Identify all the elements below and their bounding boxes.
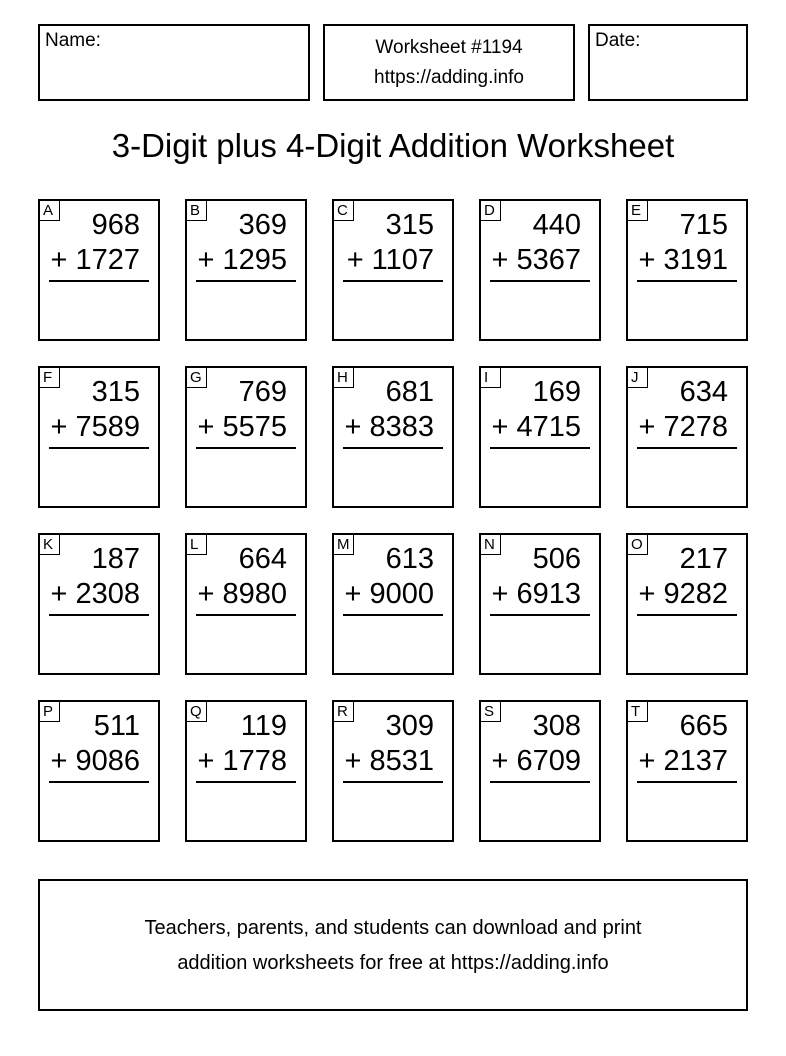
addend-bottom-row — [347, 244, 434, 276]
addend-bottom: 7589 — [75, 411, 140, 443]
addend-bottom: 9000 — [369, 578, 434, 610]
addend-top: 308 — [532, 710, 581, 742]
plus-sign: + — [197, 411, 215, 443]
footer-line-2: addition worksheets for free at https://adding.info — [177, 952, 609, 974]
addend-bottom: 9086 — [75, 745, 140, 777]
addend-bottom: 1295 — [222, 244, 287, 276]
addend-bottom-row — [639, 411, 728, 443]
addend-top: 440 — [532, 209, 581, 241]
plus-sign: + — [491, 745, 509, 777]
addend-bottom-row — [51, 578, 140, 610]
date-field[interactable] — [588, 24, 748, 101]
problem-c[interactable] — [332, 199, 454, 341]
problem-i[interactable] — [479, 366, 601, 508]
answer-line — [637, 781, 737, 783]
problem-label: R — [333, 701, 354, 722]
addend-bottom: 6913 — [516, 578, 581, 610]
problem-label: S — [480, 701, 501, 722]
answer-line — [196, 447, 296, 449]
addend-bottom: 1727 — [75, 244, 140, 276]
addend-bottom-row — [639, 745, 728, 777]
plus-sign: + — [50, 745, 68, 777]
answer-line — [49, 447, 149, 449]
answer-line — [490, 781, 590, 783]
addend-top: 187 — [91, 543, 140, 575]
addend-bottom-row — [639, 578, 728, 610]
problem-label: E — [627, 200, 648, 221]
problem-s[interactable] — [479, 700, 601, 842]
addend-bottom-row — [51, 411, 140, 443]
problem-a[interactable] — [38, 199, 160, 341]
addend-bottom-row — [492, 244, 581, 276]
problem-label: J — [627, 367, 648, 388]
plus-sign: + — [491, 244, 509, 276]
problem-label: F — [39, 367, 60, 388]
problem-t[interactable] — [626, 700, 748, 842]
addend-bottom-row — [492, 745, 581, 777]
addend-top: 315 — [91, 376, 140, 408]
answer-line — [49, 280, 149, 282]
addend-bottom-row — [345, 578, 434, 610]
problem-o[interactable] — [626, 533, 748, 675]
addend-top: 119 — [240, 710, 287, 742]
addend-bottom: 2308 — [75, 578, 140, 610]
plus-sign: + — [197, 578, 215, 610]
problem-j[interactable] — [626, 366, 748, 508]
name-label: Name: — [45, 30, 101, 51]
addend-bottom-row — [198, 578, 287, 610]
worksheet-number: Worksheet #1194 — [375, 37, 523, 58]
plus-sign: + — [346, 244, 364, 276]
date-label: Date: — [595, 30, 641, 51]
plus-sign: + — [344, 578, 362, 610]
problem-label: N — [480, 534, 501, 555]
answer-line — [196, 614, 296, 616]
addend-bottom: 8383 — [369, 411, 434, 443]
answer-line — [637, 280, 737, 282]
addend-bottom: 1107 — [371, 244, 434, 276]
problem-label: I — [480, 367, 501, 388]
problem-label: A — [39, 200, 60, 221]
addend-bottom-row — [345, 411, 434, 443]
plus-sign: + — [638, 745, 656, 777]
problem-d[interactable] — [479, 199, 601, 341]
addend-bottom: 3191 — [663, 244, 728, 276]
name-field[interactable] — [38, 24, 310, 101]
plus-sign: + — [50, 411, 68, 443]
plus-sign: + — [638, 244, 656, 276]
answer-line — [343, 614, 443, 616]
problem-label: H — [333, 367, 354, 388]
addend-bottom-row — [198, 244, 287, 276]
problem-grid — [38, 199, 748, 842]
problem-g[interactable] — [185, 366, 307, 508]
problem-f[interactable] — [38, 366, 160, 508]
addend-top: 715 — [679, 209, 728, 241]
footer-box — [38, 879, 748, 1011]
answer-line — [196, 781, 296, 783]
problem-m[interactable] — [332, 533, 454, 675]
problem-label: Q — [186, 701, 207, 722]
addend-bottom-row — [492, 578, 581, 610]
addend-bottom: 7278 — [663, 411, 728, 443]
answer-line — [637, 447, 737, 449]
addend-bottom: 9282 — [663, 578, 728, 610]
addend-top: 664 — [238, 543, 287, 575]
problem-b[interactable] — [185, 199, 307, 341]
problem-label: O — [627, 534, 648, 555]
addend-top: 217 — [679, 543, 728, 575]
addend-bottom-row — [198, 411, 287, 443]
answer-line — [343, 280, 443, 282]
addend-bottom: 8980 — [222, 578, 287, 610]
plus-sign: + — [197, 244, 215, 276]
addend-top: 681 — [385, 376, 434, 408]
addend-bottom: 5367 — [516, 244, 581, 276]
page-title: 3-Digit plus 4-Digit Addition Worksheet — [111, 127, 675, 164]
addend-top: 665 — [679, 710, 728, 742]
problem-l[interactable] — [185, 533, 307, 675]
addend-top: 315 — [385, 209, 434, 241]
addend-bottom-row — [345, 745, 434, 777]
problem-p[interactable] — [38, 700, 160, 842]
plus-sign: + — [344, 745, 362, 777]
answer-line — [490, 447, 590, 449]
addend-bottom-row — [492, 411, 581, 443]
addend-bottom-row — [639, 244, 728, 276]
plus-sign: + — [491, 411, 509, 443]
answer-line — [343, 781, 443, 783]
answer-line — [490, 614, 590, 616]
addend-top: 506 — [532, 543, 581, 575]
plus-sign: + — [638, 578, 656, 610]
addend-top: 309 — [385, 710, 434, 742]
addend-top: 634 — [679, 376, 728, 408]
answer-line — [637, 614, 737, 616]
problem-n[interactable] — [479, 533, 601, 675]
problem-label: B — [186, 200, 207, 221]
addend-bottom: 1778 — [222, 745, 287, 777]
problem-k[interactable] — [38, 533, 160, 675]
addend-bottom: 6709 — [516, 745, 581, 777]
problem-r[interactable] — [332, 700, 454, 842]
addend-bottom: 5575 — [222, 411, 287, 443]
addend-top: 968 — [91, 209, 140, 241]
answer-line — [49, 781, 149, 783]
addend-top: 769 — [238, 376, 287, 408]
addend-bottom-row — [51, 745, 140, 777]
problem-label: D — [480, 200, 501, 221]
problem-label: G — [186, 367, 207, 388]
problem-label: L — [186, 534, 207, 555]
answer-line — [490, 280, 590, 282]
plus-sign: + — [50, 244, 68, 276]
footer-line-1: Teachers, parents, and students can download and print — [144, 917, 642, 939]
plus-sign: + — [197, 745, 215, 777]
plus-sign: + — [50, 578, 68, 610]
problem-label: T — [627, 701, 648, 722]
answer-line — [343, 447, 443, 449]
addend-bottom-row — [198, 745, 287, 777]
problem-label: C — [333, 200, 354, 221]
addend-bottom: 8531 — [369, 745, 434, 777]
problem-label: P — [39, 701, 60, 722]
problem-label: M — [333, 534, 354, 555]
worksheet-info-box — [323, 24, 575, 101]
answer-line — [49, 614, 149, 616]
addend-top: 613 — [385, 543, 434, 575]
addend-top: 169 — [532, 376, 581, 408]
problem-label: K — [39, 534, 60, 555]
addend-bottom-row — [51, 244, 140, 276]
plus-sign: + — [491, 578, 509, 610]
addend-bottom: 4715 — [516, 411, 581, 443]
problem-q[interactable] — [185, 700, 307, 842]
addend-top: 511 — [93, 710, 140, 742]
answer-line — [196, 280, 296, 282]
addend-top: 369 — [238, 209, 287, 241]
worksheet-url: https://adding.info — [374, 67, 524, 88]
plus-sign: + — [638, 411, 656, 443]
problem-e[interactable] — [626, 199, 748, 341]
addend-bottom: 2137 — [663, 745, 728, 777]
plus-sign: + — [344, 411, 362, 443]
problem-h[interactable] — [332, 366, 454, 508]
